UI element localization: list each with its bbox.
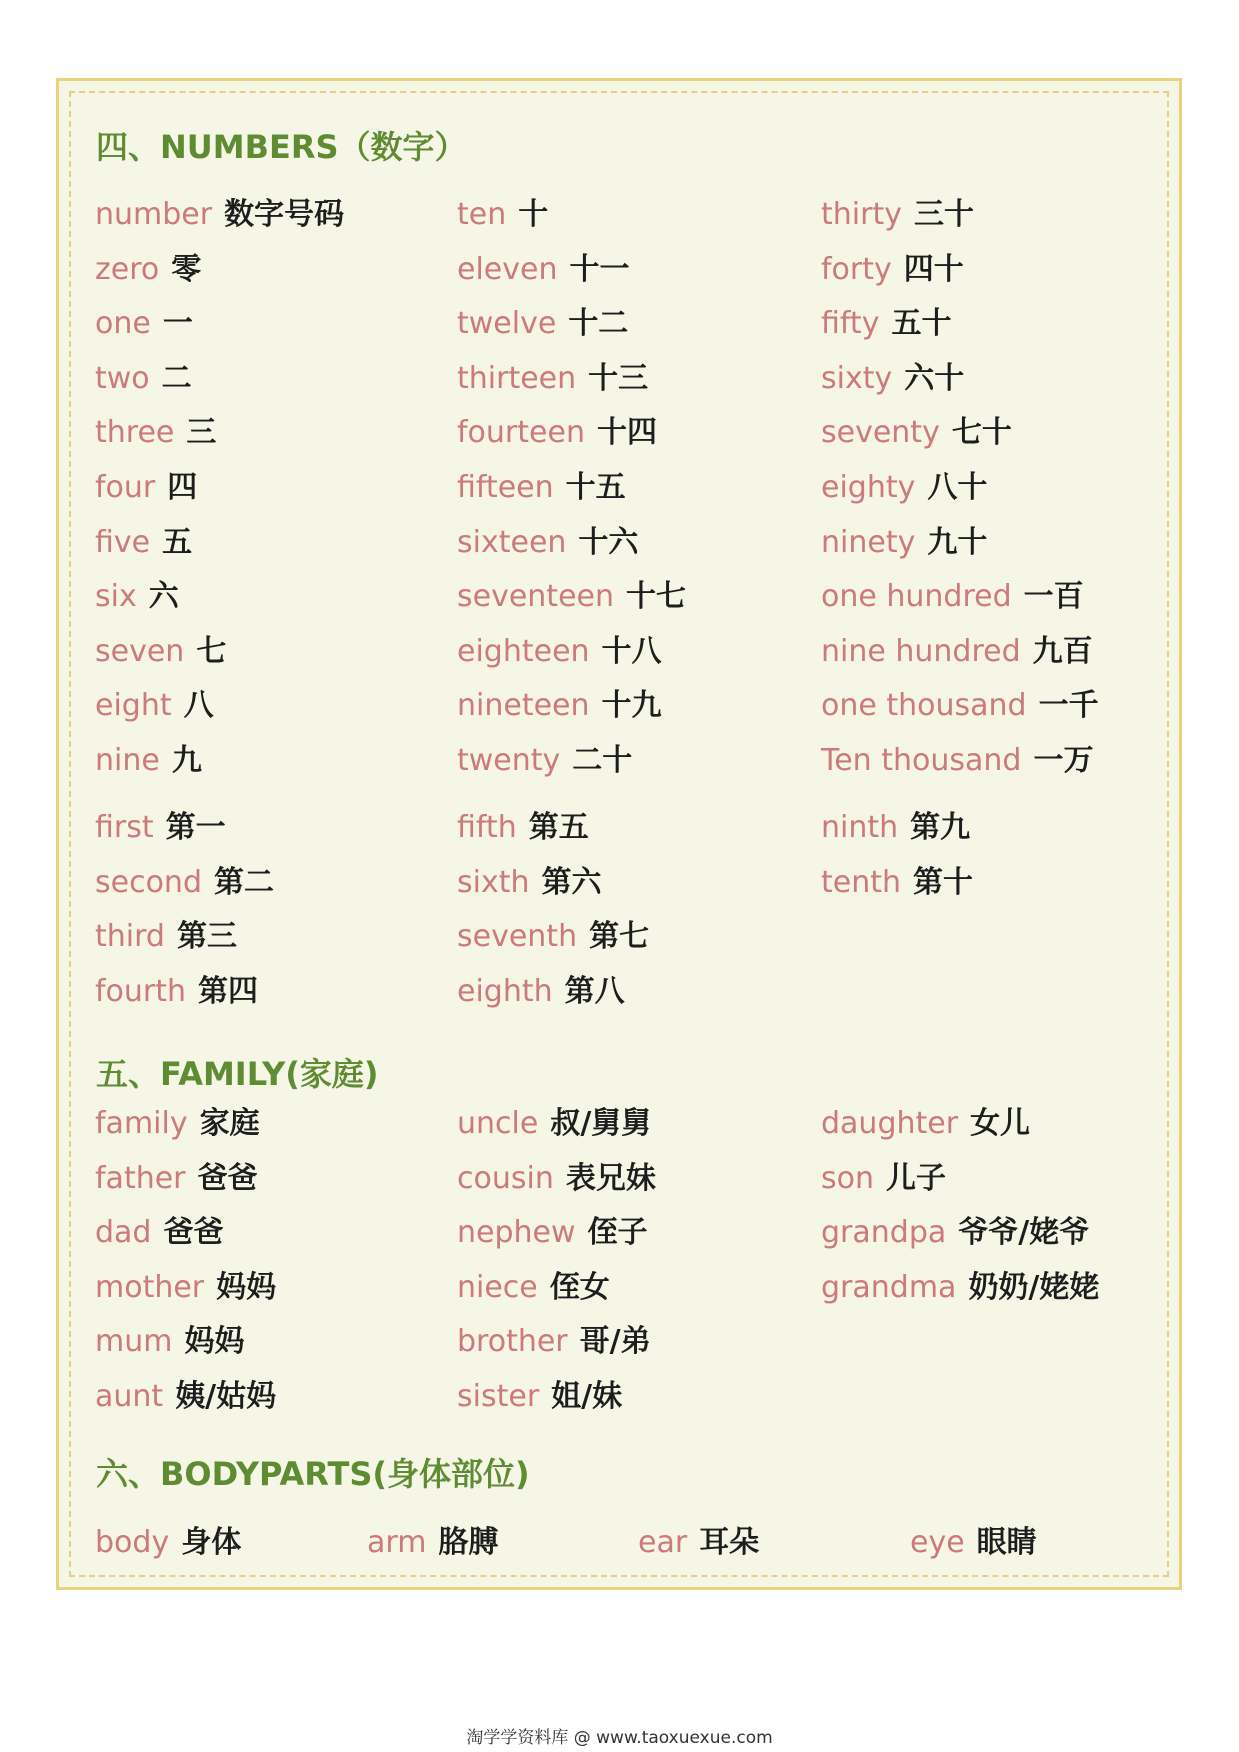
vocab-item [95, 524, 193, 560]
vocab-item [95, 579, 179, 615]
english-word: one thousand [821, 688, 1027, 724]
chinese-meaning: 九百 [1032, 633, 1093, 669]
english-word: brother [457, 1324, 568, 1360]
vocab-item [95, 919, 237, 955]
english-word: mum [95, 1324, 173, 1360]
chinese-meaning: 一 [162, 306, 193, 342]
vocab-item [95, 1106, 260, 1141]
english-word: fifth [457, 810, 517, 845]
english-word: sixth [457, 864, 530, 900]
chinese-meaning: 妈妈 [184, 1324, 245, 1360]
vocab-item [95, 743, 202, 778]
vocab-item [821, 1160, 946, 1196]
vocab-item [457, 688, 662, 724]
chinese-meaning: 第九 [910, 810, 971, 845]
vocab-item [95, 1269, 277, 1305]
chinese-meaning: 十三 [588, 360, 649, 396]
vocab-item [457, 743, 633, 778]
vocab-item [821, 579, 1084, 615]
english-word: one hundred [821, 579, 1012, 615]
english-word: dad [95, 1215, 152, 1251]
vocab-item [457, 415, 657, 451]
english-word: niece [457, 1269, 538, 1305]
vocab-item [457, 1324, 651, 1360]
chinese-meaning: 十二 [568, 306, 629, 342]
english-word: seven [95, 633, 185, 669]
vocab-item [457, 306, 629, 342]
chinese-meaning: 十五 [565, 470, 626, 505]
english-word: ninth [821, 810, 899, 845]
english-word: thirty [821, 197, 902, 232]
english-word: arm [367, 1525, 427, 1560]
vocab-item [457, 1379, 623, 1414]
chinese-meaning: 爷爷/姥爷 [958, 1215, 1090, 1251]
english-word: grandpa [821, 1215, 947, 1251]
chinese-meaning: 数字号码 [224, 197, 345, 232]
english-word: body [95, 1525, 170, 1560]
english-word: two [95, 360, 150, 396]
english-word: daughter [821, 1106, 959, 1141]
english-word: sixteen [457, 524, 567, 560]
english-word: eye [910, 1525, 965, 1560]
footer-watermark: 淘学学资料库 @ www.taoxuexue.com [466, 1728, 773, 1748]
english-word: three [95, 415, 175, 451]
vocab-item [95, 1525, 242, 1560]
chinese-meaning: 九十 [927, 524, 988, 560]
vocab-item [821, 306, 952, 342]
chinese-meaning: 十八 [601, 633, 662, 669]
english-word: nine [95, 743, 160, 778]
chinese-meaning: 七十 [951, 415, 1012, 451]
chinese-meaning: 儿子 [886, 1160, 946, 1196]
english-word: six [95, 579, 137, 615]
chinese-meaning: 第三 [176, 919, 237, 955]
english-word: fifty [821, 306, 880, 342]
vocab-item [457, 1106, 652, 1141]
english-word: ninety [821, 524, 916, 560]
chinese-meaning: 侄子 [587, 1215, 648, 1251]
chinese-meaning: 二十 [572, 743, 633, 778]
chinese-meaning: 表兄妹 [565, 1160, 656, 1196]
english-word: five [95, 524, 151, 560]
chinese-meaning: 第八 [564, 973, 625, 1009]
chinese-meaning: 爸爸 [197, 1160, 258, 1196]
chinese-meaning: 家庭 [199, 1106, 260, 1141]
numbers-section-title: 四、NUMBERS（数字） [96, 128, 467, 166]
chinese-meaning: 第一 [165, 810, 226, 845]
vocab-item [95, 306, 193, 342]
chinese-meaning: 四 [167, 470, 198, 505]
chinese-meaning: 叔/舅舅 [550, 1106, 652, 1141]
vocab-item [910, 1525, 1037, 1560]
vocab-item [457, 633, 662, 669]
vocab-item [95, 415, 217, 451]
chinese-meaning: 眼睛 [976, 1525, 1037, 1560]
vocab-item [457, 1269, 610, 1305]
vocab-item [95, 633, 227, 669]
vocab-item [821, 1215, 1090, 1251]
english-word: forty [821, 251, 892, 287]
chinese-meaning: 女儿 [970, 1106, 1031, 1141]
chinese-meaning: 四十 [903, 251, 964, 287]
english-word: ten [457, 197, 507, 232]
chinese-meaning: 八 [183, 688, 214, 724]
vocab-item [367, 1525, 499, 1560]
vocab-item [821, 633, 1093, 669]
english-word: son [821, 1160, 874, 1196]
english-word: family [95, 1106, 188, 1141]
chinese-meaning: 五十 [891, 306, 952, 342]
chinese-meaning: 三十 [913, 197, 974, 232]
vocab-item [457, 470, 626, 505]
vocab-item [457, 251, 630, 287]
chinese-meaning: 零 [171, 251, 202, 287]
vocab-item [821, 864, 974, 900]
english-word: zero [95, 251, 160, 287]
vocab-item [457, 973, 625, 1009]
vocab-item [821, 1269, 1100, 1305]
chinese-meaning: 九 [171, 743, 202, 778]
vocab-item [95, 1379, 277, 1414]
english-word: cousin [457, 1160, 554, 1196]
english-word: seventeen [457, 579, 615, 615]
english-word: mother [95, 1269, 205, 1305]
chinese-meaning: 爸爸 [163, 1215, 224, 1251]
chinese-meaning: 身体 [181, 1525, 242, 1560]
english-word: tenth [821, 864, 902, 900]
chinese-meaning: 十六 [578, 524, 639, 560]
vocab-item [95, 864, 274, 900]
english-word: nephew [457, 1215, 576, 1251]
english-word: seventy [821, 415, 940, 451]
chinese-meaning: 八十 [927, 470, 988, 505]
chinese-meaning: 三 [186, 415, 217, 451]
english-word: fifteen [457, 470, 554, 505]
vocab-item [821, 688, 1099, 724]
chinese-meaning: 六 [148, 579, 179, 615]
chinese-meaning: 五 [162, 524, 193, 560]
english-word: Ten thousand [821, 743, 1022, 778]
vocab-item [821, 470, 988, 505]
chinese-meaning: 姨/姑妈 [175, 1379, 277, 1414]
english-word: second [95, 864, 202, 900]
english-word: eighteen [457, 633, 590, 669]
chinese-meaning: 妈妈 [216, 1269, 277, 1305]
english-word: sister [457, 1379, 540, 1414]
vocab-item [95, 810, 226, 845]
chinese-meaning: 第二 [214, 864, 274, 900]
chinese-meaning: 七 [196, 633, 227, 669]
english-word: fourth [95, 973, 187, 1009]
bodyparts-section-title: 六、BODYPARTS(身体部位) [96, 1455, 530, 1493]
vocab-item [821, 1106, 1031, 1141]
english-word: father [95, 1160, 186, 1196]
vocab-item [821, 743, 1094, 778]
english-word: nine hundred [821, 633, 1021, 669]
vocab-item [821, 197, 974, 232]
chinese-meaning: 一千 [1038, 688, 1099, 724]
vocab-item [95, 1215, 224, 1251]
chinese-meaning: 一百 [1023, 579, 1084, 615]
vocab-item [457, 810, 589, 845]
chinese-meaning: 六十 [904, 360, 965, 396]
chinese-meaning: 一万 [1033, 743, 1094, 778]
chinese-meaning: 第五 [528, 810, 589, 845]
chinese-meaning: 奶奶/姥姥 [968, 1269, 1100, 1305]
english-word: seventh [457, 919, 578, 955]
chinese-meaning: 十 [518, 197, 549, 232]
chinese-meaning: 哥/弟 [579, 1324, 651, 1360]
english-word: grandma [821, 1269, 957, 1305]
chinese-meaning: 第六 [541, 864, 602, 900]
vocab-item [95, 197, 345, 232]
vocab-item [95, 251, 202, 287]
chinese-meaning: 十一 [569, 251, 630, 287]
chinese-meaning: 十七 [626, 579, 687, 615]
chinese-meaning: 侄女 [549, 1269, 610, 1305]
vocab-item [821, 810, 971, 845]
chinese-meaning: 姐/妹 [551, 1379, 623, 1414]
chinese-meaning: 第十 [913, 864, 974, 900]
english-word: thirteen [457, 360, 577, 396]
english-word: eighty [821, 470, 916, 505]
chinese-meaning: 第七 [589, 919, 650, 955]
vocab-item [821, 524, 988, 560]
vocab-item [95, 973, 259, 1009]
chinese-meaning: 十九 [601, 688, 662, 724]
vocab-item [638, 1525, 760, 1560]
english-word: nineteen [457, 688, 590, 724]
english-word: eleven [457, 251, 558, 287]
english-word: four [95, 470, 156, 505]
chinese-meaning: 第四 [198, 973, 259, 1009]
english-word: sixty [821, 360, 893, 396]
vocab-item [821, 360, 965, 396]
english-word: one [95, 306, 151, 342]
vocab-item [457, 864, 602, 900]
vocab-item [95, 1160, 258, 1196]
vocab-item [95, 688, 214, 724]
vocab-item [457, 919, 650, 955]
english-word: twenty [457, 743, 561, 778]
vocab-item [457, 197, 549, 232]
family-section-title: 五、FAMILY(家庭) [96, 1055, 379, 1093]
vocab-item [821, 251, 964, 287]
vocab-item [95, 1324, 245, 1360]
vocab-item [95, 470, 198, 505]
english-word: uncle [457, 1106, 539, 1141]
vocab-item [821, 415, 1012, 451]
english-word: number [95, 197, 213, 232]
vocab-item [457, 579, 687, 615]
vocab-item [457, 1215, 648, 1251]
english-word: eighth [457, 973, 553, 1009]
english-word: first [95, 810, 154, 845]
vocab-item [457, 360, 649, 396]
english-word: ear [638, 1525, 688, 1560]
english-word: fourteen [457, 415, 585, 451]
chinese-meaning: 二 [161, 360, 192, 396]
english-word: eight [95, 688, 172, 724]
english-word: third [95, 919, 165, 955]
vocab-item [95, 360, 192, 396]
english-word: aunt [95, 1379, 164, 1414]
english-word: twelve [457, 306, 557, 342]
chinese-meaning: 耳朵 [699, 1525, 760, 1560]
vocab-item [457, 524, 639, 560]
vocab-item [457, 1160, 656, 1196]
chinese-meaning: 胳膊 [438, 1525, 499, 1560]
chinese-meaning: 十四 [596, 415, 657, 451]
